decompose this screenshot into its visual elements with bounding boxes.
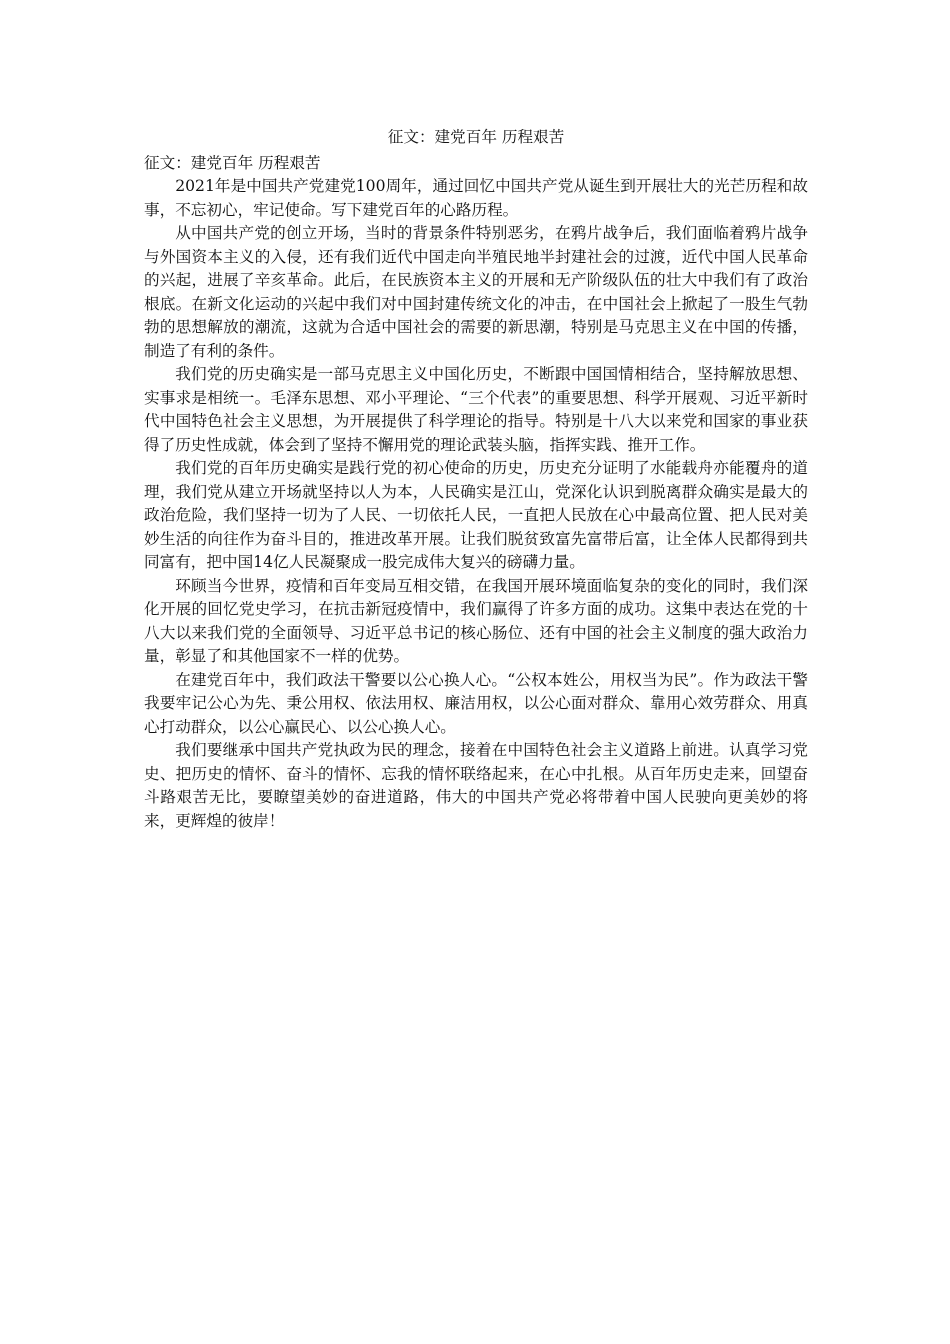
document-title: 征文：建党百年 历程艰苦 (387, 128, 565, 146)
document-body (144, 126, 808, 833)
paragraph-3: 我们党的历史确实是一部马克思主义中国化历史，不断跟中国国情相结合，坚持解放思想、实事求是相统一。毛泽东思想、邓小平理论、“三个代表”的重要思想、科学开展观、习近平新时代中国特色社会主义思想，为开展提供了科学理论的指导。特别是十八大以来党和国家的事业获得了历史性成就，体会到了坚持不懈用党的理论武装头脑，指挥实践、推开工作。 (144, 365, 808, 454)
document-subtitle: 征文：建党百年 历程艰苦 (144, 153, 321, 172)
paragraph-6: 在建党百年中，我们政法干警要以公心换人心。“公权本姓公，用权当为民”。作为政法干警我要牢记公心为先、秉公用权、依法用权、廉洁用权，以公心面对群众、靠用心效劳群众、用真心打动群众，以公心赢民心、以公心换人心。 (144, 670, 808, 736)
paragraph-5: 环顾当今世界，疫情和百年变局互相交错，在我国开展环境面临复杂的变化的同时，我们深化开展的回忆党史学习，在抗击新冠疫情中，我们赢得了许多方面的成功。这集中表达在党的十八大以来我们党的全面领导、习近平总书记的核心肠位、还有中国的社会主义制度的强大政治力量，彰显了和其他国家不一样的优势。 (144, 576, 808, 665)
paragraph-2: 从中国共产党的创立开场，当时的背景条件特别恶劣，在鸦片战争后，我们面临着鸦片战争与外国资本主义的入侵，还有我们近代中国走向半殖民地半封建社会的过渡，近代中国人民革命的兴起，进展了辛亥革命。此后，在民族资本主义的开展和无产阶级队伍的壮大中我们有了政治根底。在新文化运动的兴起中我们对中国封建传统文化的冲击，在中国社会上掀起了一股生气勃勃的思想解放的潮流，这就为合适中国社会的需要的新思潮，特别是马克思主义在中国的传播，制造了有利的条件。 (144, 224, 808, 360)
paragraph-4: 我们党的百年历史确实是践行党的初心使命的历史，历史充分证明了水能载舟亦能覆舟的道理，我们党从建立开场就坚持以人为本，人民确实是江山，党深化认识到脱离群众确实是最大的政治危险，我们坚持一切为了人民、一切依托人民，一直把人民放在心中最高位置、把人民对美妙生活的向往作为奋斗目的，推进改革开展。让我们脱贫致富先富带后富，让全体人民都得到共同富有，把中国14亿人民凝聚成一股完成伟大复兴的磅礴力量。 (144, 459, 808, 571)
paragraph-7: 我们要继承中国共产党执政为民的理念，接着在中国特色社会主义道路上前进。认真学习党史、把历史的情怀、奋斗的情怀、忘我的情怀联络起来，在心中扎根。从百年历史走来，回望奋斗路艰苦无比，要瞭望美妙的奋进道路，伟大的中国共产党必将带着中国人民驶向更美妙的将来，更辉煌的彼岸！ (144, 741, 808, 830)
paragraph-1: 2021年是中国共产党建党100周年，通过回忆中国共产党从诞生到开展壮大的光芒历程和故事，不忘初心，牢记使命。写下建党百年的心路历程。 (144, 177, 808, 219)
